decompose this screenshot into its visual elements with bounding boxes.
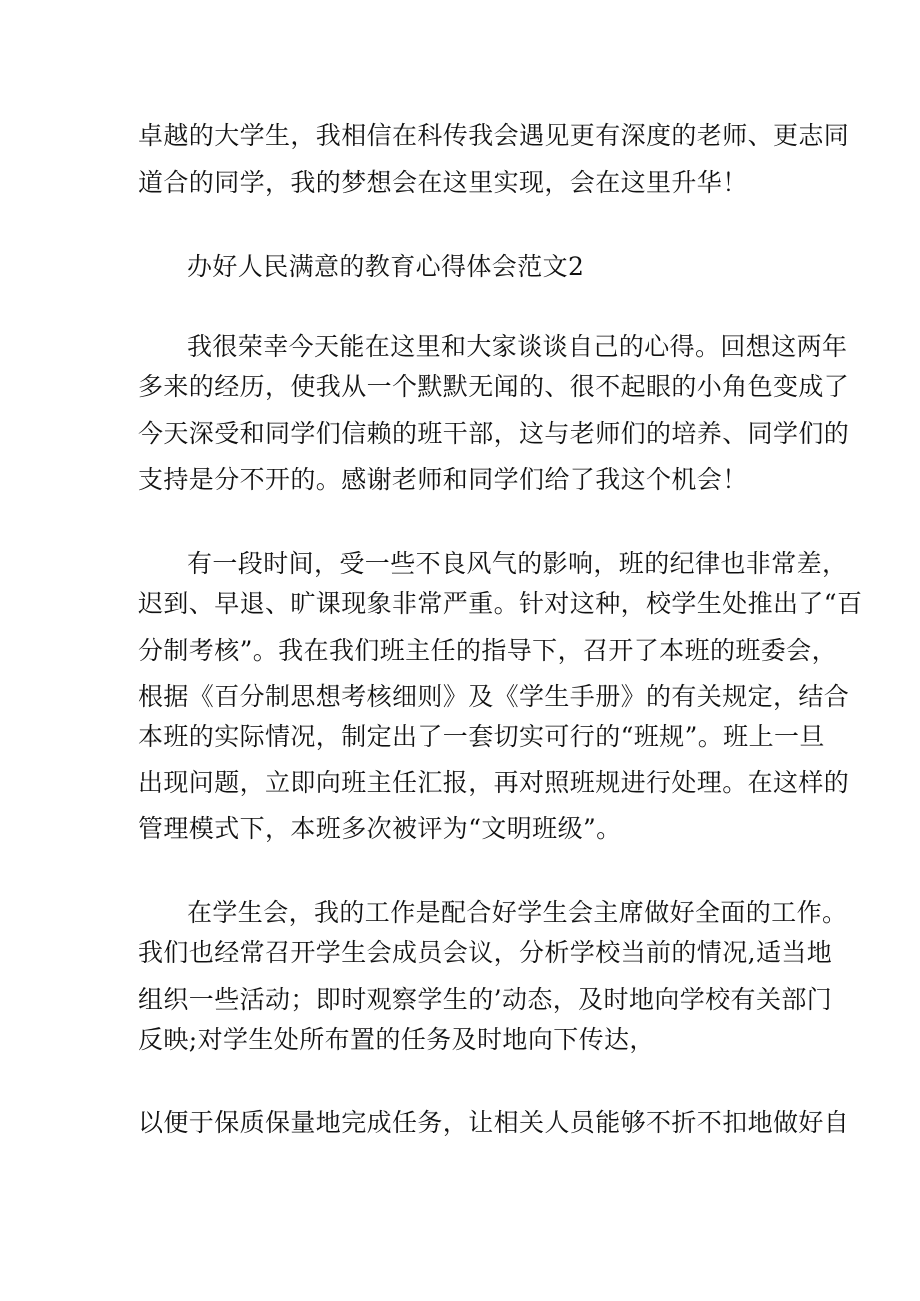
paragraph-line: 我很荣幸今天能在这里和大家谈谈自己的心得。回想这两年: [187, 332, 848, 361]
paragraph-line: 有一段时间，受一些不良风气的影响，班的纪律也非常差，: [187, 549, 848, 578]
paragraph-line: 道合的同学，我的梦想会在这里实现，会在这里升华！: [138, 168, 748, 197]
paragraph-line: 出现问题，立即向班主任汇报，再对照班规进行处理。在这样的: [138, 768, 850, 797]
section-heading: 办好人民满意的教育心得体会范文2: [187, 252, 585, 281]
paragraph-line: 以便于保质保量地完成任务，让相关人员能够不折不扣地做好自: [138, 1108, 850, 1137]
paragraph-line: 根据《百分制思想考核细则》及《学生手册》的有关规定，结合: [138, 682, 850, 711]
paragraph-line: 支持是分不开的。感谢老师和同学们给了我这个机会！: [138, 465, 748, 494]
paragraph-line: 卓越的大学生，我相信在科传我会遇见更有深度的老师、更志同: [138, 121, 850, 150]
paragraph-line: 本班的实际情况，制定出了一套切实可行的“班规”。班上一旦: [138, 722, 825, 751]
paragraph-line: 我们也经常召开学生会成员会议，分析学校当前的情况,适当地: [138, 938, 833, 967]
paragraph-line: 在学生会，我的工作是配合好学生会主席做好全面的工作。: [187, 898, 848, 927]
paragraph-line: 迟到、早退、旷课现象非常严重。针对这种，校学生处推出了“百: [138, 589, 863, 618]
paragraph-line: 今天深受和同学们信赖的班干部，这与老师们的培养、同学们的: [138, 419, 850, 448]
paragraph-line: 分制考核”。我在我们班主任的指导下，召开了本班的班委会，: [138, 636, 837, 665]
paragraph-line: 管理模式下，本班多次被评为“文明班级”。: [138, 814, 622, 843]
paragraph-line: 组织一些活动；即时观察学生的’动态，及时地向学校有关部门: [138, 985, 833, 1014]
paragraph-line: 多来的经历，使我从一个默默无闻的、很不起眼的小角色变成了: [138, 372, 850, 401]
paragraph-line: 反映;对学生处所布置的任务及时地向下传达，: [138, 1025, 655, 1054]
